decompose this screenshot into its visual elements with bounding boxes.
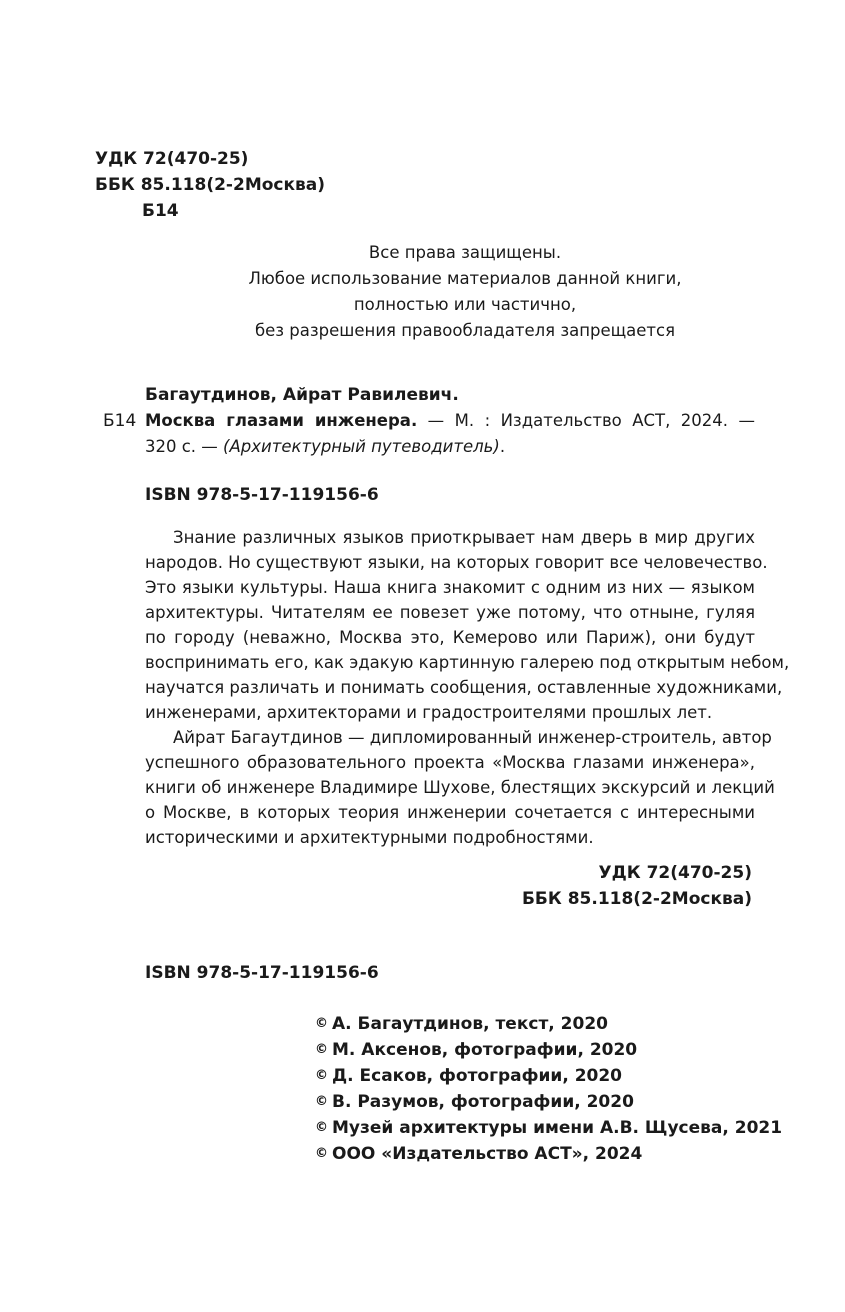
record-end: . xyxy=(499,437,506,456)
book-imprint: — М. : Издательство АСТ, 2024. — xyxy=(417,411,755,430)
rights-notice xyxy=(200,240,730,344)
copyright-item xyxy=(315,1141,782,1167)
author-mark-left: Б14 xyxy=(103,411,137,431)
bbk-code: ББК 85.118(2-2Москва) xyxy=(95,175,326,195)
udk-code: УДК 72(470-25) xyxy=(598,863,752,883)
book-title: Москва глазами инженера. xyxy=(145,411,418,430)
annotation-line: по городу (неважно, Москва это, Кемерово или Париж), они будут xyxy=(145,628,755,647)
udk-code: УДК 72(470-25) xyxy=(95,149,249,169)
annotation-line: инженерами, архитекторами и градостроителями прошлых лет. xyxy=(145,703,713,722)
copyright-list xyxy=(315,1011,782,1167)
annotation-line: архитектуры. Читателям ее повезет уже потому, что отныне, гуляя xyxy=(145,603,755,622)
isbn-top: ISBN 978-5-17-119156-6 xyxy=(145,485,379,505)
rights-line: Все права защищены. xyxy=(368,243,562,262)
annotation-line: научатся различать и понимать сообщения, оставленные художниками, xyxy=(145,678,783,697)
copyright-text: Д. Есаков, фотографии, 2020 xyxy=(332,1066,623,1086)
annotation-line: успешного образовательного проекта «Москва глазами инженера», xyxy=(145,753,755,772)
copyright-text: М. Аксенов, фотографии, 2020 xyxy=(332,1040,638,1060)
bbk-code: ББК 85.118(2-2Москва) xyxy=(521,889,752,909)
annotation-line: Знание различных языков приоткрывает нам дверь в мир других xyxy=(173,528,755,547)
annotation-line: воспринимать его, как эдакую картинную галерею под открытым небом, xyxy=(145,653,790,672)
author-heading: Багаутдинов, Айрат Равилевич. xyxy=(145,385,459,405)
rights-line: Любое использование материалов данной книги, xyxy=(248,269,682,288)
annotation-line: историческими и архитектурными подробностями. xyxy=(145,828,594,847)
annotation xyxy=(145,525,790,850)
copyright-item xyxy=(315,1037,782,1063)
copyright-symbol: © xyxy=(315,1042,328,1057)
copyright-symbol: © xyxy=(315,1016,328,1031)
isbn-bottom: ISBN 978-5-17-119156-6 xyxy=(145,963,379,983)
classification-block-top xyxy=(95,146,325,224)
copyright-text: А. Багаутдинов, текст, 2020 xyxy=(332,1014,608,1034)
annotation-line: Айрат Багаутдинов — дипломированный инженер-строитель, автор xyxy=(173,728,772,747)
copyright-text: Музей архитектуры имени А.В. Щусева, 2021 xyxy=(332,1118,783,1138)
copyright-item xyxy=(315,1115,782,1141)
copyright-item xyxy=(315,1089,782,1115)
book-series: (Архитектурный путеводитель) xyxy=(223,437,500,456)
annotation-line: о Москве, в которых теория инженерии сочетается с интересными xyxy=(145,803,755,822)
rights-line: полностью или частично, xyxy=(353,295,577,314)
rights-line: без разрешения правообладателя запрещается xyxy=(254,321,676,340)
annotation-line: Это языки культуры. Наша книга знакомит с одним из них — языком xyxy=(145,578,755,597)
copyright-item xyxy=(315,1011,782,1037)
copyright-symbol: © xyxy=(315,1068,328,1083)
copyright-symbol: © xyxy=(315,1094,328,1109)
copyright-symbol: © xyxy=(315,1120,328,1135)
copyright-item xyxy=(315,1063,782,1089)
copyright-text: В. Разумов, фотографии, 2020 xyxy=(332,1092,634,1112)
author-mark: Б14 xyxy=(142,201,179,221)
book-pages: 320 с. — xyxy=(145,437,224,456)
classification-block-bottom xyxy=(430,860,752,912)
copyright-symbol: © xyxy=(315,1146,328,1161)
annotation-line: народов. Но существуют языки, на которых говорит все человечество. xyxy=(145,553,768,572)
annotation-line: книги об инженере Владимире Шухове, блестящих экскурсий и лекций xyxy=(145,778,775,797)
bibliographic-record xyxy=(145,408,755,460)
copyright-text: ООО «Издательство АСТ», 2024 xyxy=(332,1144,643,1164)
